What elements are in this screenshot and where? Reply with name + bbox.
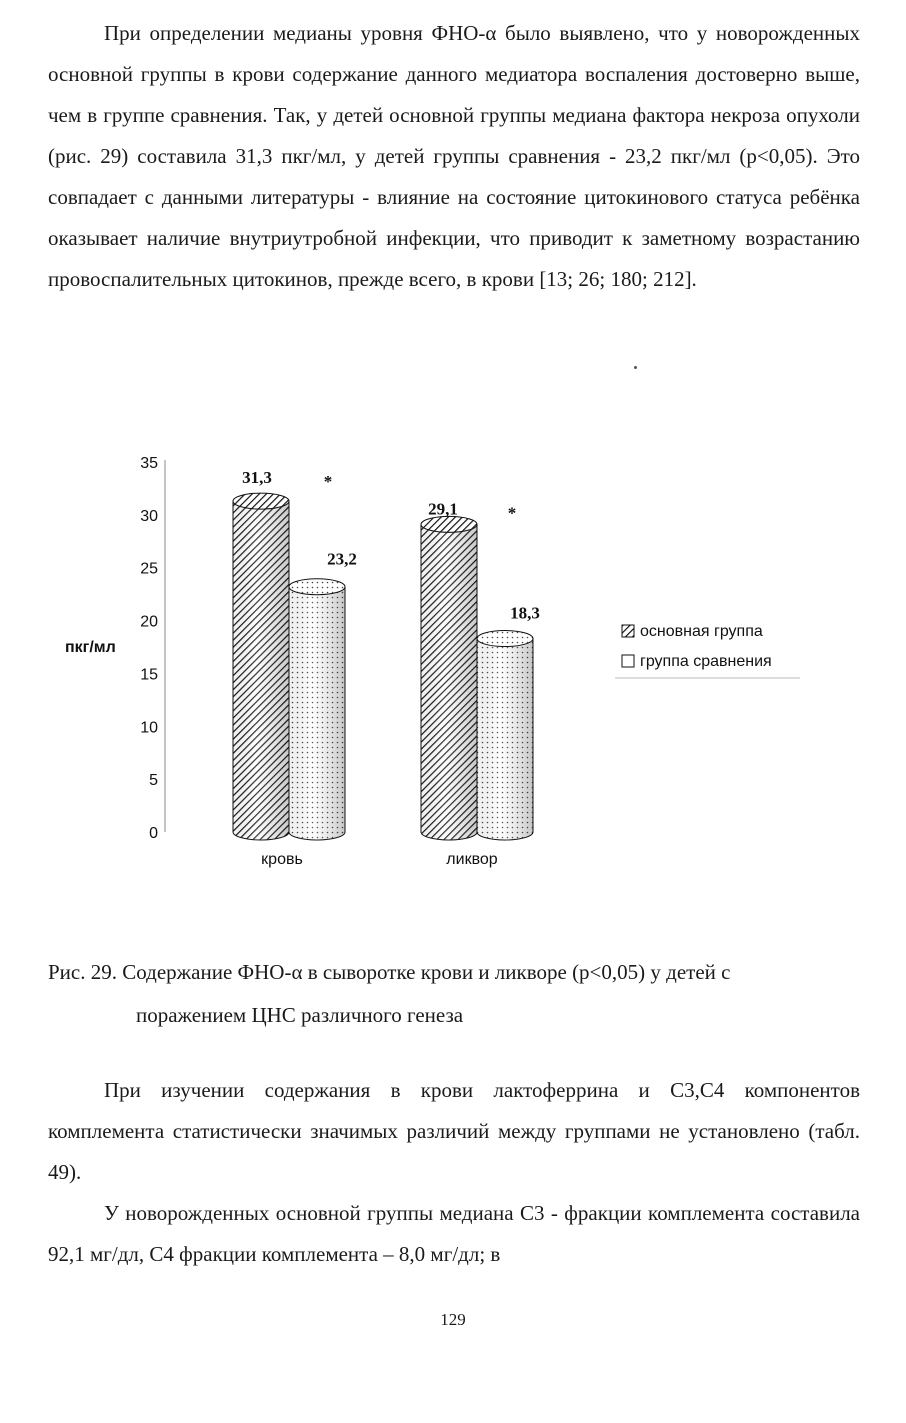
bar-main-1 xyxy=(421,516,477,840)
y-tick-label: 5 xyxy=(149,772,158,790)
y-tick-label: 30 xyxy=(140,507,158,525)
y-tick-label: 10 xyxy=(140,719,158,737)
bar-chart xyxy=(0,420,906,920)
bar-comparison-1 xyxy=(477,631,533,840)
bar-comparison-0 xyxy=(289,579,345,840)
data-label: 23,2 xyxy=(327,549,357,569)
y-tick-label: 35 xyxy=(140,455,158,472)
paragraph-3: У новорожденных основной группы медиана С3 - фракции комплемента составила 92,1 мг/дл, С4 фракции комплемента – 8,0 мг/дл; в xyxy=(48,1201,860,1266)
legend-label-comparison: группа сравнения xyxy=(640,653,772,670)
paragraph-2: При изучении содержания в крови лактоферрина и С3,С4 компонентов комплемента статистически значимых различий между группами не установлено (табл. 49). xyxy=(48,1078,860,1184)
page-number: 129 xyxy=(440,1310,466,1329)
data-label: 29,1 xyxy=(428,499,458,519)
caption-line-2: поражением ЦНС различного генеза xyxy=(136,1003,464,1027)
legend-swatch-main xyxy=(622,625,634,637)
legend-swatch-comparison xyxy=(622,655,634,667)
paragraph-1: При определении медианы уровня ФНО-α было выявлено, что у новорожденных основной группы в крови содержание данного медиатора воспаления достоверно выше, чем в группе сравнения. Так, у детей основной группы медиана фактора некроза опухоли (рис. 29) составила 31,3 пкг/мл, у детей группы сравнения - 23,2 пкг/мл (р<0,05). Это совпадает с данными литературы - влияние на состояние цитокинового статуса ребёнка оказывает наличие внутриутробной инфекции, что приводит к заметному возрастанию провоспалительных цитокинов, прежде всего, в крови [13; 26; 180; 212]. xyxy=(48,21,860,291)
category-label: ликвор xyxy=(446,851,498,868)
caption-line-1: Рис. 29. Содержание ФНО-α в сыворотке крови и ликворе (р<0,05) у детей с xyxy=(48,960,731,984)
bar-main-0 xyxy=(233,493,289,840)
stray-dot xyxy=(634,366,637,369)
y-tick-label: 15 xyxy=(140,666,158,684)
figure-caption xyxy=(48,951,878,1037)
y-tick-label: 25 xyxy=(140,560,158,578)
y-tick-label: 20 xyxy=(140,613,158,631)
significance-mark: * xyxy=(323,472,333,492)
legend-label-main: основная группа xyxy=(640,623,763,640)
data-label: 18,3 xyxy=(510,603,540,623)
y-axis-label: пкг/мл xyxy=(65,639,116,656)
category-label: кровь xyxy=(261,851,303,868)
y-tick-label: 0 xyxy=(149,825,158,842)
data-label: 31,3 xyxy=(242,468,272,488)
significance-mark: * xyxy=(507,503,517,523)
